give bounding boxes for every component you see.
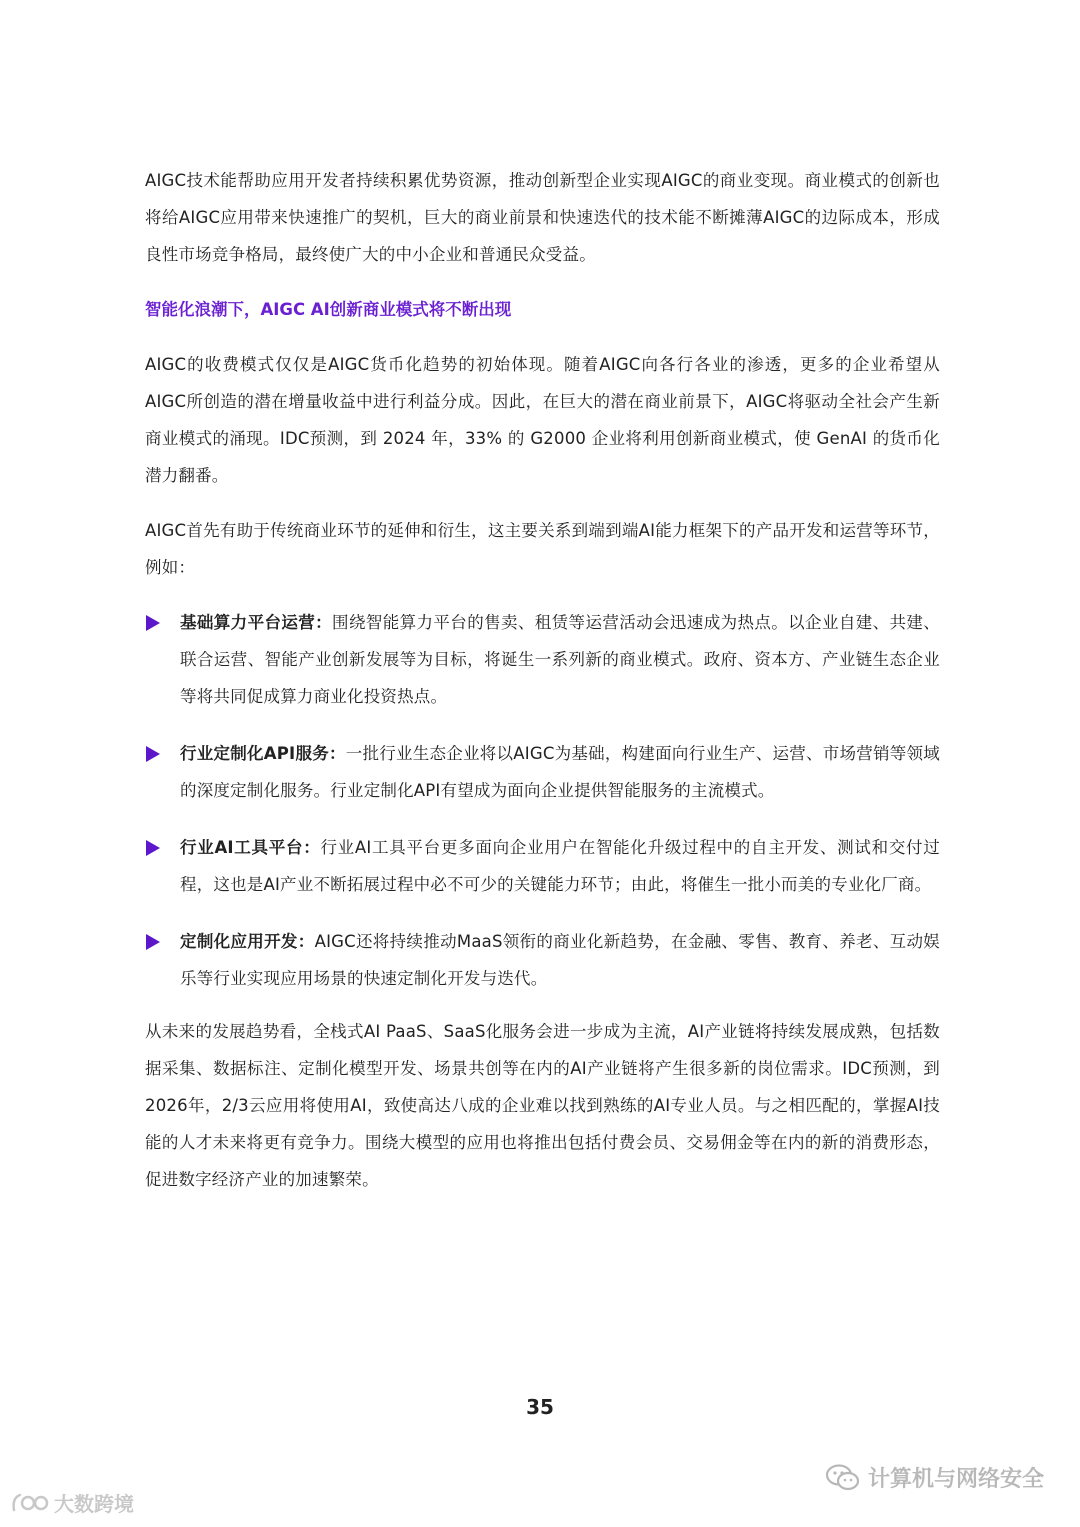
section-heading: 智能化浪潮下，AIGC AI创新商业模式将不断出现 xyxy=(145,300,512,319)
triangle-bullet-icon xyxy=(146,615,160,631)
list-item-title: 定制化应用开发： xyxy=(180,932,315,951)
brand-logo-icon xyxy=(10,1490,50,1516)
list-item-title: 行业定制化API服务： xyxy=(180,744,346,763)
list-item-text: 一批行业生态企业将以AIGC为基础，构建面向行业生产、运营、市场营销等领域的深度定制化服务。行业定制化API有望成为面向企业提供智能服务的主流模式。 xyxy=(180,744,940,800)
business-model-list xyxy=(145,604,940,997)
list-item-text: AIGC还将持续推动MaaS领衔的商业化新趋势，在金融、零售、教育、养老、互动娱乐等行业实现应用场景的快速定制化开发与迭代。 xyxy=(180,932,940,988)
watermark-left-text: 大数跨境 xyxy=(54,1492,134,1516)
page-number: 35 xyxy=(526,1395,554,1419)
triangle-bullet-icon xyxy=(146,746,160,762)
watermark-logo xyxy=(10,1488,134,1517)
triangle-bullet-icon xyxy=(146,840,160,856)
list-item xyxy=(145,923,940,997)
paragraph-monetization: AIGC的收费模式仅仅是AIGC货币化趋势的初始体现。随着AIGC向各行各业的渗透，更多的企业希望从AIGC所创造的潜在增量收益中进行利益分成。因此，在巨大的潜在商业前景下，AIGC将驱动全社会产生新商业模式的涌现。IDC预测，到 2024 年，33% 的 G2000 企业将利用创新商业模式，使 GenAI 的货币化潜力翻番。 xyxy=(145,355,940,485)
list-item-title: 基础算力平台运营： xyxy=(180,613,333,632)
list-item-title: 行业AI工具平台： xyxy=(180,838,321,857)
list-item-text: 围绕智能算力平台的售卖、租赁等运营活动会迅速成为热点。以企业自建、共建、联合运营、智能产业创新发展等为目标，将诞生一系列新的商业模式。政府、资本方、产业链生态企业等将共同促成算力商业化投资热点。 xyxy=(180,613,940,706)
list-item xyxy=(145,735,940,809)
list-item xyxy=(145,829,940,903)
watermark-wechat xyxy=(826,1462,1044,1493)
triangle-bullet-icon xyxy=(146,934,160,950)
conclusion-paragraph: 从未来的发展趋势看，全栈式AI PaaS、SaaS化服务会进一步成为主流，AI产业链将持续发展成熟，包括数据采集、数据标注、定制化模型开发、场景共创等在内的AI产业链将产生很多新的岗位需求。IDC预测，到2026年，2/3云应用将使用AI，致使高达八成的企业难以找到熟练的AI专业人员。与之相匹配的，掌握AI技能的人才未来将更有竞争力。围绕大模型的应用也将推出包括付费会员、交易佣金等在内的新的消费形态，促进数字经济产业的加速繁荣。 xyxy=(145,1022,940,1189)
page-content xyxy=(145,162,940,1198)
wechat-icon xyxy=(826,1464,860,1492)
list-item xyxy=(145,604,940,715)
intro-paragraph: AIGC技术能帮助应用开发者持续积累优势资源，推动创新型企业实现AIGC的商业变现。商业模式的创新也将给AIGC应用带来快速推广的契机，巨大的商业前景和快速迭代的技术能不断摊薄AIGC的边际成本，形成良性市场竞争格局，最终使广大的中小企业和普通民众受益。 xyxy=(145,171,940,264)
list-item-text: 行业AI工具平台更多面向企业用户在智能化升级过程中的自主开发、测试和交付过程，这也是AI产业不断拓展过程中必不可少的关键能力环节；由此，将催生一批小而美的专业化厂商。 xyxy=(180,838,940,894)
paragraph-extension: AIGC首先有助于传统商业环节的延伸和衍生，这主要关系到端到端AI能力框架下的产品开发和运营等环节，例如： xyxy=(145,521,940,577)
watermark-right-text: 计算机与网络安全 xyxy=(867,1467,1044,1492)
